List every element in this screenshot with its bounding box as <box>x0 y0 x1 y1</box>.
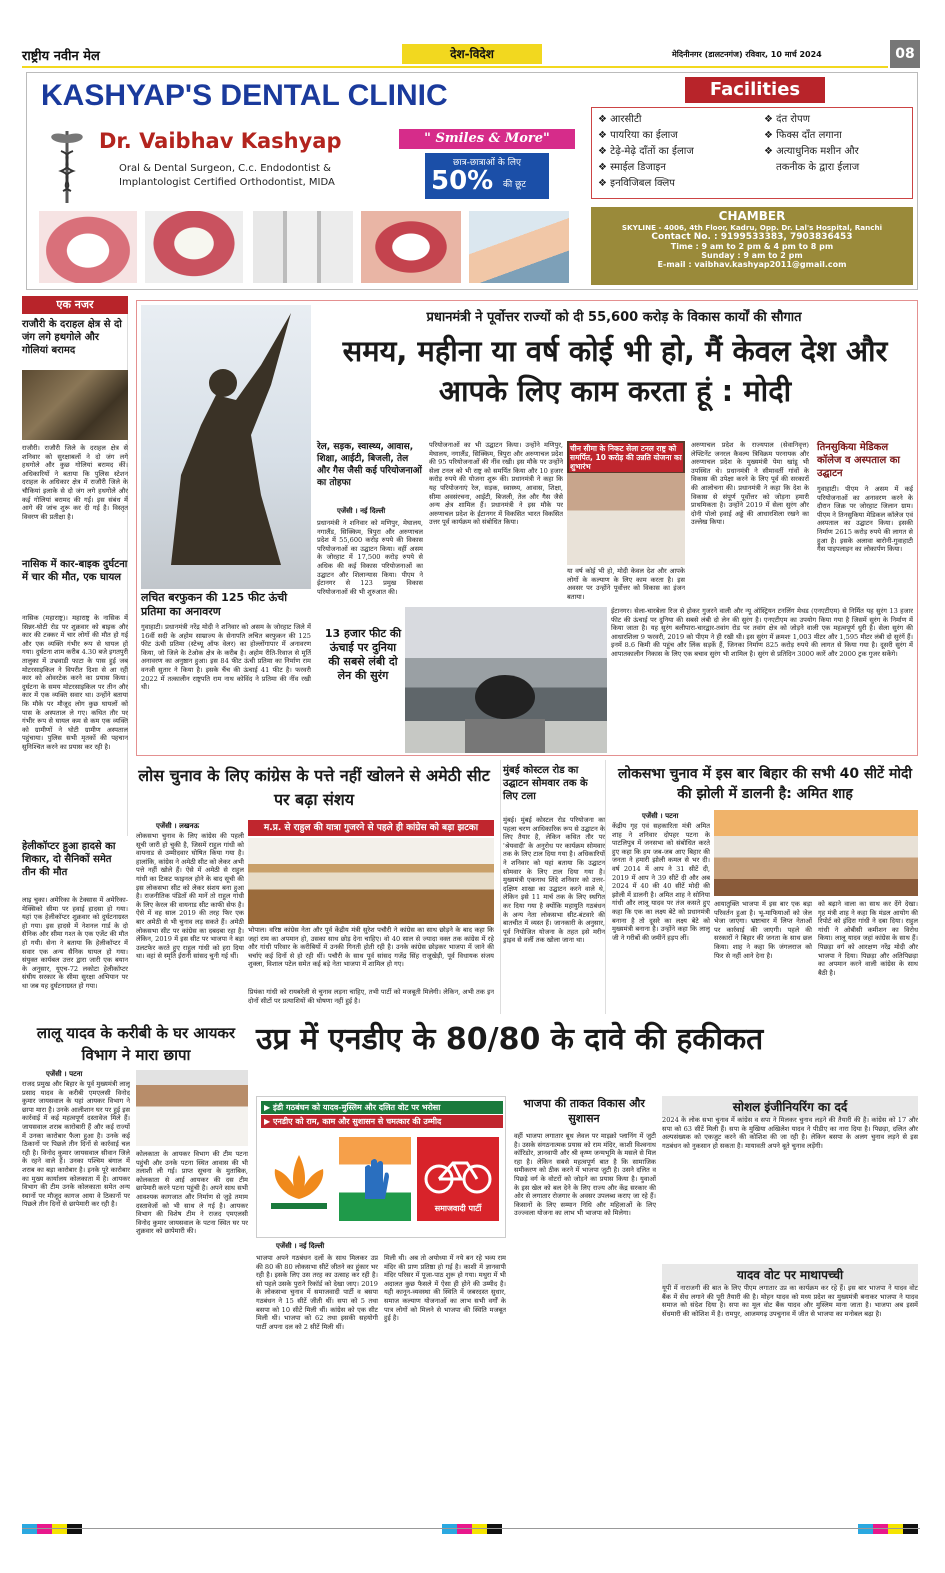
chamber-address: SKYLINE - 4006, 4th Floor, Kadru, Opp. Dr. Lal's Hospital, Ranchi <box>621 223 883 232</box>
dateline: मेदिनीनगर (डालटनगंज) रविवार, 10 मार्च 2024 <box>672 50 822 59</box>
chamber-box <box>591 207 913 285</box>
color-bar <box>442 1524 502 1534</box>
tinsukia-headline: तिनसुकिया मेडिकल कॉलेज व अस्पताल का उद्घाटन <box>817 442 901 479</box>
sp-cycle-icon <box>417 1137 499 1221</box>
lalu-byline: एजेंसी । पटना <box>46 1070 83 1078</box>
dentures-photo <box>39 211 137 283</box>
credentials-2: Implantologist Certified Orthodontist, MIDA <box>119 177 335 188</box>
facilities-list-right <box>764 112 859 176</box>
mumbai-body: मुंबई। मुंबई कोस्टल रोड परियोजना का पहला चरण आधिकारिक रूप से उद्घाटन के लिए तैयार है, लेकिन कथित तौर पर 'श्रेयवादी' के अनुरोध पर कार्यक्रम सोमवार तक के लिए टाल दिया गया है। अधिकारियों ने शनिवार को यहां बताया कि उद्घाटन सोमवार के लिए टाल दिया गया है। मुख्यमंत्री एकनाथ शिंदे शनिवार को उत्तर-दक्षिण शाखा का उद्घाटन करने वाले थे, लेकिन इसे 11 मार्च तक के लिए स्थगित कर दिया गया है क्योंकि महायुति गठबंधन के अन्य नेता लोकसभा सीट-बंटवारे की बातचीत में व्यस्त हैं। जानकारी के अनुसार, पूर्व नियोजित योजना के तहत इसे मरीन ड्राइव से वर्ली तक खोला जाना था। <box>503 816 605 945</box>
implant-photo <box>253 211 353 283</box>
bihar-body3: को बढ़ाने वाला का साथ कर देंगे देखा। गृह मंत्री शाह ने कहा कि मंडल आयोग की रिपोर्ट को इंदिरा गांधी ने दबा दिया। राहुल गांधी ने ओबीसी कमीशन का विरोध किया। लालू यादव जहां कांग्रेस के साथ हैं। पिछड़ा वर्ग को आरक्षण नरेंद्र मोदी और भाजपा ने दिया। पिछड़ा और अतिपिछड़ा का अपमान करने वाली कांग्रेस के साथ बैठी है। <box>818 900 918 977</box>
offer-suffix: की छूट <box>503 180 526 190</box>
congress-headline: लोस चुनाव के लिए कांग्रेस के पत्ते नहीं खोलने से अमेठी सीट पर बढ़ा संशय <box>138 766 490 809</box>
sidebar-story3-body: लाइ चुका। अमेरिका के टेक्सास में अमेरिका-मेक्सिको सीमा पर हवाई हादसा हो गया। यहां एक हेलीकॉप्टर शुक्रवार को दुर्घटनाग्रस्त हो गया। इस हादसे में नेशनल गार्ड के दो सैनिक और सीमा गश्त के एक एजेंट की मौत हो गयी। सेना ने बताया कि हेलीकॉप्टर में सवार एक अन्य सैनिक घायल हो गया। संयुक्त कार्यबल उत्तर द्वारा जारी एक बयान के अनुसार, यूएच-72 लकोटा हेलीकॉप्टर संघीय सरकार के सीमा सुरक्षा अभियान पर था जब यह दुर्घटनाग्रस्त हो गया। <box>22 896 128 990</box>
congress-story <box>136 760 496 1014</box>
paper-name: राष्ट्रीय नवीन मेल <box>22 49 100 64</box>
nda-story <box>256 1020 918 1518</box>
tagline-badge: " Smiles & More" <box>399 129 575 149</box>
tunnel-body: ईटानगर। सेला-चारबेला रिज से होकर गुजरने वाली और न्यू ऑस्ट्रियन टनलिंग मेथड (एनएटीएम) से निर्मित यह सुरंग 13 हजार फीट की ऊंचाई पर दुनिया की सबसे लंबी दो लेन की सुरंग है। एनएटीएम का उपयोग किया गया है जिसमें सुरंग के निर्माण में किया जाता है। यह सुरंग बलीपारा-चारद्वार-तवांग रोड पर तवांग क्षेत्र को जोड़ने वाली एक महत्वपूर्ण धुरी है। सेला सुरंग की आधारशिला 9 फरवरी, 2019 को पीएम ने ही रखी थी। इस सुरंग में क्रमशः 1,003 मीटर और 1,595 मीटर लंबी दो सुरंगें हैं। इनमें 8.6 किमी की पहुंच और लिंक सड़कें हैं, जिनका निर्माण 825 करोड़ रुपये की लागत से किया गया है। दूसरी सुरंग में आपातकालीन निकास के लिए एक बचाव सुरंग भी शामिल है। सुरंग से प्रतिदिन 3000 कारें और 2000 ट्रक गुजर सकेंगे। <box>611 607 913 658</box>
facility-item: ❖ अत्याधुनिक मशीन और <box>764 146 859 157</box>
mumbai-story <box>500 760 606 1014</box>
bjp-strength-headline: भाजपा की ताकत विकास और सुशासन <box>523 1097 645 1125</box>
facility-item: ❖ दंत रोपण <box>764 114 810 125</box>
nda-headline: उप्र में एनडीए के 80/80 के दावे की हकीकत <box>256 1022 764 1057</box>
color-bar <box>22 1524 82 1534</box>
bihar-story <box>612 760 918 1014</box>
lead-col3: या वर्ष कोई भी हो, मोदी केवल देश और आपके लोगों के कल्याण के लिए काम करता है। इस अवसर पर उन्होंने पूर्वोत्तर को विकास का इंजन बताया। <box>567 567 685 601</box>
facility-item: ❖ पायरिया का ईलाज <box>598 130 678 141</box>
section-label: देश-विदेश <box>402 44 542 64</box>
nda-box-line1: ▶ इंडी गठबंधन को यादव-मुस्लिम और दलित वोट पर भरोसा <box>261 1101 503 1114</box>
chamber-email: E-mail : vaibhav.kashyap2011@gmail.com <box>657 260 847 269</box>
jaiswal-photo <box>136 1070 248 1146</box>
sp-party-label: समाजवादी पार्टी <box>434 1204 482 1213</box>
bjp-strength-body: वहीं भाजपा लगातार बूथ लेवल पर माइक्रो प्लानिंग में जुटी है। उसके संगठनात्मक प्रयास को राम मंदिर, काशी विश्वनाथ कॉरिडोर, ज्ञानवापी और श्री कृष्ण जन्मभूमि के मसले से मिल रहा है। लेकिन सबसे महत्वपूर्ण बात है कि सामाजिक समीकरण को ठीक करने में भाजपा जुटी है। उसने दलित व पिछड़े वर्ग के वोटरों को जोड़ने का प्रयास किया है। युवाओं के इस खेल को बल देने के लिए राज्य और केंद्र सरकार की ओर से लगातार रोजगार के अवसर उपलब्ध कराए जा रहे हैं। किसानों के लिए सम्मान निधि और महिलाओं के लिए उज्ज्वला योजना का लाभ भी भाजपा को मिलेगा। <box>514 1132 656 1218</box>
facilities-list-left <box>598 112 694 192</box>
masthead <box>22 40 920 68</box>
pachouri-banner: म.प्र. से राहुल की यात्रा गुजरने से पहले ही कांग्रेस को बड़ा झटका <box>248 820 494 836</box>
facility-item: ❖ फिक्स दाँत लगाना <box>764 130 842 141</box>
statue-caption: लचित बरफुकन की 125 फीट ऊंची प्रतिमा का अनावरण <box>141 591 288 618</box>
sidebar-story1-headline: राजौरी के दराहल क्षेत्र से दो जंग लगे हथगोले और गोलियां बरामद <box>22 319 122 356</box>
lead-subhead: रेल, सड़क, स्वास्थ्य, आवास, शिक्षा, आईटी, बिजली, तेल और गैस जैसी कई परियोजनाओं का तोहफा <box>317 442 422 488</box>
facility-item: ❖ टेढ़े-मेढ़े दाँतों का ईलाज <box>598 146 694 157</box>
page-number: 08 <box>890 40 920 68</box>
mumbai-headline: मुंबई कोस्टल रोड का उद्घाटन सोमवार तक के लिए टला <box>503 765 588 802</box>
nda-col2: मिली थी। अब तो अयोध्या में नये बन रहे भव्य राम मंदिर की प्राण प्रतिष्ठा हो गई है। काशी में ज्ञानवापी मंदिर परिसर में पूजा-पाठ शुरू हो गया। मथुरा में भी अदालत कुछ फैसले में ऐसा ही होने की उम्मीद है। यही कानून-व्यवस्था की स्थिति में जबरदस्त सुधार, समाज कल्याण योजनाओं का लाभ सभी वर्गों के पात्र लोगों को मिलने से भाजपा की स्थिति मजबूत हुई है। <box>384 1254 506 1323</box>
social-headline: सोशल इंजीनियरिंग का दर्द <box>662 1096 918 1117</box>
bihar-body: केंद्रीय गृह एवं सहकारिता मंत्री अमित शाह ने शनिवार दोपहर पटना के पाटलिपुत्र में जनसभा को संबोधित करते हुए कहा कि हम जब-जब आए बिहार की जनता ने हमारी झोली कमल से भर दी। वर्ष 2014 में आप ने 31 सीटें दी, 2019 में आप ने 39 सीटें दी और अब 2024 में 40 की 40 सीटें मोदी की झोली में डालनी है। अमित शाह ने सोनिया गांधी और लालू यादव पर तंज कसते हुए कहा कि एक का लक्ष्य बेटे को प्रधानमंत्री बनाना है तो दूसरे का लक्ष्य बेटे को मुख्यमंत्री बनाना है। उन्होंने कहा कि लालू जी ने गरीबों की जमीनें हड़प लीं। <box>612 822 710 942</box>
lead-col1: प्रधानमंत्री ने शनिवार को मणिपुर, मेघालय, नगालैंड, सिक्किम, त्रिपुरा और अरुणाचल प्रदेश में 55,600 करोड़ रुपये की विकास परियोजनाओं का उद्घाटन किया। वहीं असम के जोरहाट में 17,500 करोड़ रुपये से अधिक की कई विकास परियोजनाओं का उद्घाटन और शिलान्यास किया। पीएम ने ईटानगर से 123 प्रमुख विकास परियोजनाओं की भी शुरुआत की। <box>317 519 423 596</box>
dentures-photo-2 <box>145 211 243 283</box>
credentials-1: Oral & Dental Surgeon, C.c. Endodontist & <box>119 163 331 174</box>
lachit-statue-photo <box>141 305 311 589</box>
nda-col1: भाजपा अपने गठबंधन दलों के साथ मिलकर उप्र की 80 की 80 लोकसभा सीटें जीतने का हुंकार भर रही है। इसके लिए उस तरह का उत्साह कर रही है। सो पहले उसके पुराने रिकॉर्ड को देखा जाए। 2019 के लोकसभा चुनाव में समाजवादी पार्टी व बसपा गठबंधन ने 15 सीटें जीती थीं। सपा को 5 तथा बसपा को 10 सीटें मिली थीं। कांग्रेस को एक सीट मिली थी। भाजपा को 62 तथा इसकी सहयोगी पार्टी अपना दल को 2 सीटें मिली थीं। <box>256 1254 378 1331</box>
bihar-headline: लोकसभा चुनाव में इस बार बिहार की सभी 40 सीटें मोदी की झोली में डालनी है: अमित शाह <box>617 766 913 802</box>
grenade-photo <box>22 370 128 440</box>
congress-body: लोकसभा चुनाव के लिए कांग्रेस की पहली सूची जारी हो चुकी है, जिसमें राहुल गांधी को वायनाड से उम्मीदवार घोषित किया गया है। हालांकि, कांग्रेस ने अमेठी सीट को लेकर अभी पत्ते नहीं खोले हैं। ऐसे में अमेठी से राहुल गांधी का टिकट फाइनल होने के बाद सूची की इस लोकसभा सीट को लेकर संशय बना हुआ है। राजनीतिक पंडितों की मानें तो राहुल गांधी के लिए केरल की वायनाड सीट काफी सेफ है। ऐसे में वह साल 2019 की तरह फिर एक बार अमेठी से भी चुनाव लड़ सकते हैं। अमेठी लोकसभा सीट पर कांग्रेस का दबदबा रहा है। लेकिन, 2019 में इस सीट पर भाजपा ने बड़ा उलटफेर करते हुए राहुल गांधी को हरा दिया था। वहां से स्मृति ईरानी सांसद चुनी गई थीं। <box>136 832 244 961</box>
congress-bottom-body: प्रियंका गांधी को रायबरेली से चुनाव लड़ना चाहिए, तभी पार्टी को मजबूती मिलेगी। लेकिन, अभी तक इन दोनों सीटों पर प्रत्याशियों की घोषणा नहीं हुई है। <box>248 988 494 1005</box>
bihar-body2: आयातुक्ति भाजपा में इस बार एक बड़ा परिवर्तन हुआ है। भू-माफियाओं को जेल भेजा जाएगा। भ्रष्टाचार में लिप्त नेताओं पर कार्रवाई की जाएगी। पहले की सरकारों ने बिहार की जनता के साथ छल किया। शाह ने कहा कि जंगलराज को फिर से नहीं आने देना है। <box>714 900 812 960</box>
lead-headline: समय, महीना या वर्ष कोई भी हो, मैं केवल देश और आपके लिए काम करता हूं : मोदी <box>342 334 888 408</box>
sidebar-story2-headline: नासिक में कार-बाइक दुर्घटना में चार की मौत, एक घायल <box>22 559 128 583</box>
lalu-body: राजद प्रमुख और बिहार के पूर्व मुख्यमंत्री लालू प्रसाद यादव के करीबी एमएलसी विनोद कुमार जायसवाल के यहां आयकर विभाग ने छापा मारा है। उनके आलीशान घर पर हुई इस कार्रवाई में कई महत्वपूर्ण दस्तावेज मिले हैं। जायसवाल शराब कारोबारी हैं और कई राज्यों में उनका कारोबार फैला हुआ है। उनके कई ठिकानों पर पिछले तीन दिनों से कार्रवाई चल रही है। विनोद कुमार जायसवाल सीवान जिले के रहने वाले हैं। उनका पश्चिम बंगाल में शराब का बड़ा कारोबार है। इनके पूरे कारोबार का मुख्य कार्यालय कोलकाता में है। आयकर विभाग की टीम उनके कोलकाता समेत अन्य स्थानों पर मौजूद कागज आया वे ठिकानों पर पिछले तीन दिनों से छापेमारी कर रही है। <box>22 1080 130 1209</box>
sidebar-story2-body: नासिक (महाराष्ट्र)। महाराष्ट्र के नासिक में सिन्नर-घोटी रोड पर शुक्रवार को बाइक और कार की टक्कर में चार लोगों की मौत हो गई और एक व्यक्ति गंभीर रूप से घायल हो गया। दुर्घटना शाम करीब 4.30 बजे इगतपुरी तालुका में उभ्रवाडी फाटा के पास हुई जब मोटरसाइकिल ने विपरीत दिशा से आ रही कार को ओवरटेक करने का प्रयास किया। दुर्घटना के समय मोटरसाइकिल पर तीन और कार में एक व्यक्ति सवार था। उन्होंने बताया कि मौके पर मौजूद लोग कुछ घायलों को पास के अस्पताल ले गए। कथित तौर पर गंभीर रूप से घायल कम से कम एक व्यक्ति को ग्रामीणों ने घोटी ग्रामीण अस्पताल पहुंचाया। पुलिस सभी मृतकों की पहचान सुनिश्चित करने का प्रयास कर रही है। <box>22 614 128 751</box>
offer-box <box>425 153 549 199</box>
lead-story <box>136 300 918 756</box>
sidebar-label: एक नजर <box>22 296 128 314</box>
smile-photo <box>361 211 461 283</box>
bjp-lotus-icon <box>263 1137 335 1221</box>
bihar-byline: एजेंसी । पटना <box>642 812 679 820</box>
dental-ad <box>26 72 918 290</box>
doctor-name: Dr. Vaibhav Kashyap <box>99 129 342 153</box>
offer-line: छात्र-छात्राओं के लिए <box>452 158 522 168</box>
facility-item: ❖ स्माईल डिजाइन <box>598 162 666 173</box>
caduceus-icon <box>43 125 91 205</box>
lalu-body2: कोलकाता के आयकर विभाग की टीम पटना पहुंची और उनके पटना स्थित आवास की भी तलाशी ली गई। प्राप्त सूचना के मुताबिक, कोलकाता से आई आयकर की दस टीम छापेमारी करने पटना पहुंची है। अपने साथ सभी आवश्यक कागजात और निर्माण से जुड़े तमाम दस्तावेजों को भी साथ ले गई है। आयकर विभाग की विशेष टीम ने राजद एमएलसी विनोद कुमार जायसवाल के पटना स्थित घर पर शुक्रवार को छापेमारी की। <box>136 1150 248 1236</box>
lead-byline: एजेंसी । नई दिल्ली <box>337 507 386 515</box>
chamber-time: Time : 9 am to 2 pm & 4 pm to 8 pm <box>670 242 834 251</box>
congress-byline: एजेंसी । लखनऊ <box>156 822 199 830</box>
masthead-rule <box>22 66 888 68</box>
tinsukia-body: गुवाहाटी। पीएम ने असम में कई परियोजनाओं का अनावरण करने के दौरान जिक्र पर जोरहाट जिलान ग्राम। पीएम ने तिनसुकिया मेडिकल कॉलेज एवं अस्पताल का उद्घाटन किया। इसकी निर्माण 2615 करोड़ रुपये की लागत से हुआ है। इसके अलावा बारोनी-गुवाहाटी गैस पाइपलाइन का लोकार्पण किया। <box>817 485 913 554</box>
tunnel-callout: 13 हजार फीट की ऊंचाई पर दुनिया की सबसे लंबी दो लेन की सुरंग <box>324 627 402 682</box>
amit-shah-photo <box>714 810 918 896</box>
statue-body: गुवाहाटी। प्रधानमंत्री नरेंद्र मोदी ने शनिवार को असम के जोरहाट जिले में 16वीं सदी के अहोम साम्राज्य के सेनापति लचित बरफुकन की 125 फीट ऊंची प्रतिमा (स्टेच्यू ऑफ वेलर) का होल्लोंगापार में अनावरण किया, जो जिले के टेओक क्षेत्र के करीब है। अहोम रीति-रिवाज से मूर्ति अनावरण का अनुष्ठान हुआ। इस 84 फीट ऊंची प्रतिमा का निर्माण राम वनजी सुतार ने किया है। इसके चैंच की ऊंचाई 41 फीट है। फरवरी 2022 में तत्कालीन राष्ट्रपति राम नाथ कोविंद ने प्रतिमा की नींव रखी थी। <box>141 623 311 692</box>
facility-item: ❖ आरसीटी <box>598 114 642 125</box>
facilities-box <box>591 107 913 199</box>
chamber-title: CHAMBER <box>718 209 786 223</box>
lead-kicker: प्रधानमंत्री ने पूर्वोत्तर राज्यों को दी 55,600 करोड़ के विकास कार्यों की सौगात <box>426 310 802 325</box>
offer-value: 50% <box>431 166 494 196</box>
color-bar <box>858 1524 918 1534</box>
facility-item: तकनीक के द्वारा ईलाज <box>776 162 860 173</box>
sidebar-story1-body: राजौरी। राजौरी जिले के दराहल क्षेत्र से शनिवार को सुरक्षाबलों ने दो जंग लगे हथगोले और कुछ गोलियां बरामद कीं। अधिकारियों ने बताया कि पुलिस स्टेशन दराहल के अधिकार क्षेत्र में राजौरी जिले के चौकियां इलाके से दो जंग लगे हथगोले और कई गोलियां बरामद की गईं। इस संबंध में आगे की जांच शुरू कर दी गई है। विस्तृत विवरण की प्रतीक्षा है। <box>22 444 128 521</box>
yadav-headline: यादव वोट पर माथापच्ची <box>662 1264 918 1285</box>
lead-col4: अरुणाचल प्रदेश के राज्यपाल (सेवानिवृत्त) लेफ्टिनेंट जनरल कैवल्य त्रिविक्रम परनायक और अरुणाचल प्रदेश के मुख्यमंत्री पेमा खांडू भी उपस्थित थे। प्रधानमंत्री ने सीमावर्ती गांवों के विकास की उपेक्षा करने के लिए पूर्व की सरकारों की आलोचना की। प्रधानमंत्री ने कहा कि देश के विकास से संपूर्ण पूर्वोत्तर को जोड़ना हमारी प्राथमिकता है। उन्होंने 2019 में सेला सुरंग और दोनी पोलो हवाई अड्डे की आधारशिला रखने का उल्लेख किया। <box>691 441 809 527</box>
pachouri-photo <box>248 838 494 924</box>
yadav-vote-box <box>662 1264 918 1516</box>
nda-box-line2: ▶ एनडीए को राम, काम और सुशासन से चमत्कार की उम्मीद <box>261 1115 503 1128</box>
sidebar-story3-headline: हेलीकॉप्टर हुआ हादसे का शिकार, दो सैनिकों समेत तीन की मौत <box>22 841 116 878</box>
chamber-sunday: Sunday : 9 am to 2 pm <box>701 251 803 260</box>
yadav-body: यूपी में नाराजगी की बात के लिए पीएम लगातार उप्र का कार्यक्रम कर रहे हैं। इस बार भाजपा ने यादव वोट बैंक में सेंध लगाने की पूरी तैयारी की है। मोहन यादव को मध्य प्रदेश का मुख्यमंत्री बनाकर भाजपा ने यादव समाज को संदेश दिया है। सपा का मूल वोट बैंक यादव और मुस्लिम माना जाता है। भाजपा अब इसमें सेंधमारी की कोशिश में है। रामपुर, आजमगढ़ उपचुनाव में जीत से भाजपा का मनोबल बढ़ा है। <box>662 1284 918 1318</box>
social-body: 2024 के लोक सभा चुनाव में कांग्रेस व सपा ने मिलकर चुनाव लड़ने की तैयारी की है। कांग्रेस को 17 और सपा को 63 सीटें मिली हैं। सपा के मुखिया अखिलेश यादव ने पीडीए का नारा दिया है। पिछड़ा, दलित और अल्पसंख्यक को एकजुट करने की कोशिश की जा रही है। लेकिन बसपा के अलग चुनाव लड़ने से इस गठबंधन को नुकसान हो सकता है। मायावती अपने बूते चुनाव लड़ेंगी। <box>662 1116 918 1150</box>
sidebar-lower <box>22 840 128 1014</box>
facility-item: ❖ इनविजिबल क्लिप <box>598 178 675 189</box>
nda-summary-box <box>256 1096 506 1238</box>
footer-rule <box>22 1528 920 1529</box>
sidebar <box>22 296 128 836</box>
facilities-title: Facilities <box>685 77 825 103</box>
footer-registration <box>22 1524 920 1534</box>
clinic-name: KASHYAP'S DENTAL CLINIC <box>41 79 448 112</box>
nda-byline: एजेंसी । नई दिल्ली <box>276 1242 325 1250</box>
social-engineering-box <box>662 1096 918 1256</box>
sela-tunnel-photo <box>405 607 607 753</box>
pachouri-body: भोपाल। वरिष्ठ कांग्रेस नेता और पूर्व केंद्रीय मंत्री सुरेश पचौरी ने कांग्रेस का साथ छोड़ने के बाद कहा कि जहां राम का अपमान हो, उसका साथ छोड़ देना चाहिए। वो 40 साल से ज्यादा वक्त तक कांग्रेस में रहे और गांधी परिवार के करीबियों में उनकी गिनती होती रही है। उनके कांग्रेस छोड़कर भाजपा में जाने की चर्चाएं कई दिनों से हो रही थीं। पचौरी के साथ पूर्व सांसद गजेंद्र सिंह राजूखेड़ी, पूर्व विधायक संजय शुक्ला, विशाल पटेल समेत कई बड़े नेता भाजपा में शामिल हो गए। <box>248 926 494 969</box>
lalu-headline: लालू यादव के करीबी के घर आयकर विभाग ने मारा छापा <box>36 1024 236 1064</box>
lalu-story <box>22 1020 250 1518</box>
modi-caption: चीन सीमा के निकट सेला टनल राष्ट्र को समर्पित, 10 करोड़ की उन्नति योजना का शुभारंभ <box>570 444 682 471</box>
chamber-contact: Contact No. : 9199533383, 7903836453 <box>651 232 853 242</box>
lead-col2: परियोजनाओं का भी उद्घाटन किया। उन्होंने मणिपुर, मेघालय, नगालैंड, सिक्किम, त्रिपुरा और अरुणाचल प्रदेश की 95 परियोजनाओं की नींव रखी। इस मौके पर उन्होंने सेला टनल को भी राष्ट्र को समर्पित किया और 10 हजार करोड़ रुपये की योजना शुरू की। प्रधानमंत्री ने कहा कि यह परियोजनाएं रेल, सड़क, स्वास्थ्य, आवास, शिक्षा, सीमा अवसंरचना, आईटी, बिजली, तेल और गैस जैसे अन्य क्षेत्र शामिल हैं। प्रधानमंत्री ने इस मौके पर अरुणाचल प्रदेश के ईटानगर में विकसित भारत विकसित उत्तर पूर्व कार्यक्रम को संबोधित किया। <box>429 441 563 527</box>
child-patient-photo <box>469 211 569 283</box>
congress-hand-icon <box>339 1137 411 1221</box>
